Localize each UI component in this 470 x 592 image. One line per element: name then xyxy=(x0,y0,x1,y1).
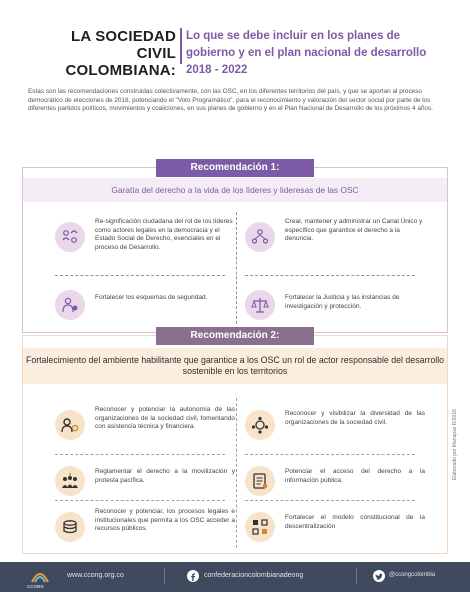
recommendation-1-tab: Recomendación 1: xyxy=(156,159,314,177)
rec2-divider-left-1 xyxy=(55,454,225,455)
rec2-divider-left-2 xyxy=(55,500,225,501)
recommendation-1-section xyxy=(22,162,448,333)
rec2-item-1-text: Reconocer y potenciar la autonomía de las organizaciones de la sociedad civil, fomentando con asistencia técnica y financiera. xyxy=(95,406,235,431)
rec1-divider-vertical xyxy=(236,212,237,324)
rec1-item-2 xyxy=(245,218,425,262)
rec2-item-3-text: Reglamentar el derecho a la movilización y protesta pacífica. xyxy=(95,468,235,484)
coins-icon xyxy=(55,512,85,542)
group-alert-icon xyxy=(245,222,275,252)
diversity-people-icon xyxy=(245,410,275,440)
logo-label: CCONG xyxy=(27,584,44,589)
rec1-item-3-text: Fortalecer los esquemas de seguridad. xyxy=(95,294,208,301)
footer-divider-2 xyxy=(356,568,357,584)
main-title: LA SOCIEDAD CIVIL COLOMBIANA: xyxy=(65,28,176,79)
rec2-item-6 xyxy=(245,508,425,552)
rec1-item-4 xyxy=(245,286,425,330)
rec2-divider-vertical xyxy=(236,398,237,548)
rec1-divider-right xyxy=(245,275,415,276)
rec2-item-5 xyxy=(55,508,235,552)
twitter-link[interactable]: @ccongcolombia xyxy=(389,572,436,578)
gear-person-icon xyxy=(55,410,85,440)
rec1-item-2-text: Crear, mantener y administrar un Canal Único y específico que garantice el derecho a la denuncia. xyxy=(285,218,423,243)
rec1-item-1 xyxy=(55,218,235,262)
website-link[interactable]: www.ccong.org.co xyxy=(67,572,124,579)
recommendation-1-heading: Garatía del derecho a la vida de los líderes y lideresas de las OSC xyxy=(23,178,447,202)
rec2-item-6-text: Fortalecer el modelo constitucional de la descentralización xyxy=(285,514,425,530)
rec1-divider-left xyxy=(55,275,225,276)
justice-scale-icon xyxy=(245,290,275,320)
twitter-icon[interactable] xyxy=(373,570,385,582)
subtitle: Lo que se debe incluir en los planes de gobierno y en el plan nacional de desarrollo 2018 - 2022 xyxy=(186,30,427,76)
people-network-icon xyxy=(55,222,85,252)
protest-people-icon xyxy=(55,466,85,496)
recommendation-2-heading: Fortalecimiento del ambiente habilitante que garantice a los OSC un rol de actor responsable del desarrollo sostenible en los territorios xyxy=(23,348,447,384)
facebook-icon[interactable] xyxy=(187,570,199,582)
page-header xyxy=(0,26,470,79)
rec2-item-4-text: Potenciar el acceso del derecho a la información pública. xyxy=(285,468,425,484)
title-divider xyxy=(180,28,182,64)
rec2-divider-right-1 xyxy=(245,454,415,455)
rec1-item-1-text: Re-significación ciudadana del rol de los líderes como actores legales en la democracia y el Estado Social de Derecho, esenciales en el proceso de Desarrollo. xyxy=(95,218,233,251)
rec2-item-5-text: Reconocer y potenciar, los procesos legales e institucionales que permita a los OSC acceder a recursos públicos. xyxy=(95,508,235,533)
rec2-item-2-text: Reconocer y visibilizar la diversidad de las organizaciones de la sociedad civil. xyxy=(285,410,425,426)
rec2-item-2 xyxy=(245,406,425,450)
ccong-logo-icon xyxy=(30,566,50,586)
recommendation-2-tab: Recomendación 2: xyxy=(156,327,314,345)
intro-paragraph: Estas son las recomendaciones construidas colectivamente, con las OSC, en los diferentes territorios del país, y que se aportan al proceso democrático de elecciones de 2018, potenciando el "Voto Programático", para el reconocimiento y valoración del sector social por parte de los diferentes partidos políticos, movimientos y coaliciones, en sus planes de gobierno y en el Plan Nacional de Desarrollo de los próximos 4 años. xyxy=(28,88,433,113)
footer-divider-1 xyxy=(164,568,165,584)
rec2-item-1 xyxy=(55,406,235,450)
rec1-item-4-text: Fortalecer la Justicia y las instancias de investigación y protección. xyxy=(285,294,400,310)
author-credit: Elaborado por Mariapaz R/2018 xyxy=(452,409,458,480)
footer xyxy=(0,562,470,592)
rec1-item-3 xyxy=(55,286,235,330)
information-document-icon xyxy=(245,466,275,496)
security-person-icon xyxy=(55,290,85,320)
recommendation-2-section xyxy=(22,330,448,554)
rec2-divider-right-2 xyxy=(245,500,415,501)
facebook-link[interactable]: confederacioncolombianadeong xyxy=(204,572,304,579)
decentralization-icon xyxy=(245,512,275,542)
